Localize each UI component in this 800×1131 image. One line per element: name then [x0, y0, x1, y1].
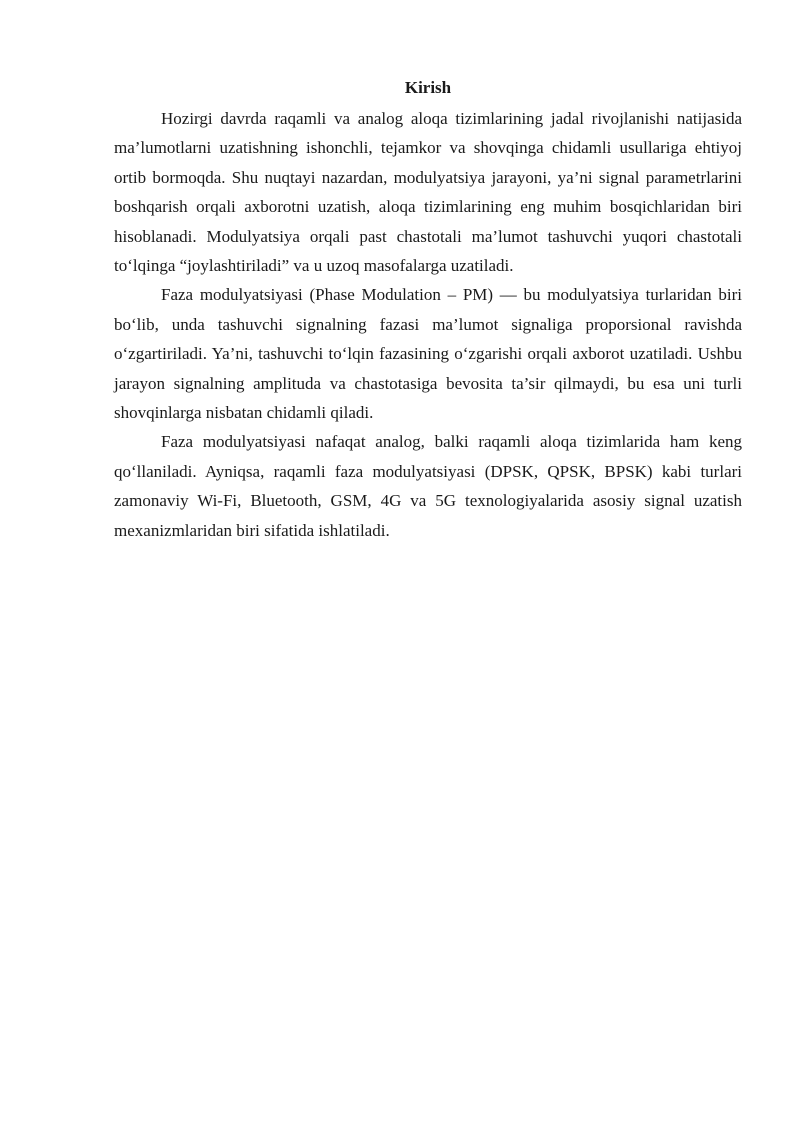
page-title: Kirish: [404, 78, 452, 97]
document-body: [114, 74, 742, 545]
paragraph-digital-applications: Faza modulyatsiyasi nafaqat analog, balki raqamli aloqa tizimlarida ham keng qo‘llaniladi. Ayniqsa, raqamli faza modulyatsiyasi (DPSK, QPSK, BPSK) kabi turlari zamonaviy Wi-Fi, Bluetooth, GSM, 4G va 5G texnologiyalarida asosiy signal uzatish mexanizmlaridan biri sifatida ishlatiladi.: [114, 432, 742, 540]
paragraph-introduction: Hozirgi davrda raqamli va analog aloqa tizimlarining jadal rivojlanishi natijasida ma’lumotlarni uzatishning ishonchli, tejamkor va shovqinga chidamli usullariga ehtiyoj ortib bormoqda. Shu nuqtayi nazardan, modulyatsiya jarayoni, ya’ni signal parametrlarini boshqarish orqali axborotni uzatish, aloqa tizimlarining eng muhim bosqichlaridan biri hisoblanadi. Modulyatsiya orqali past chastotali ma’lumot tashuvchi yuqori chastotali to‘lqinga “joylashtiriladi” va u uzoq masofalarga uzatiladi.: [114, 109, 742, 276]
paragraph-phase-modulation: Faza modulyatsiyasi (Phase Modulation – PM) — bu modulyatsiya turlaridan biri bo‘lib, unda tashuvchi signalning fazasi ma’lumot signaliga proporsional ravishda o‘zgartiriladi. Ya’ni, tashuvchi to‘lqin fazasining o‘zgarishi orqali axborot uzatiladi. Ushbu jarayon signalning amplituda va chastotasiga bevosita ta’sir qilmaydi, bu esa uni turli shovqinlarga nisbatan chidamli qiladi.: [114, 285, 742, 423]
